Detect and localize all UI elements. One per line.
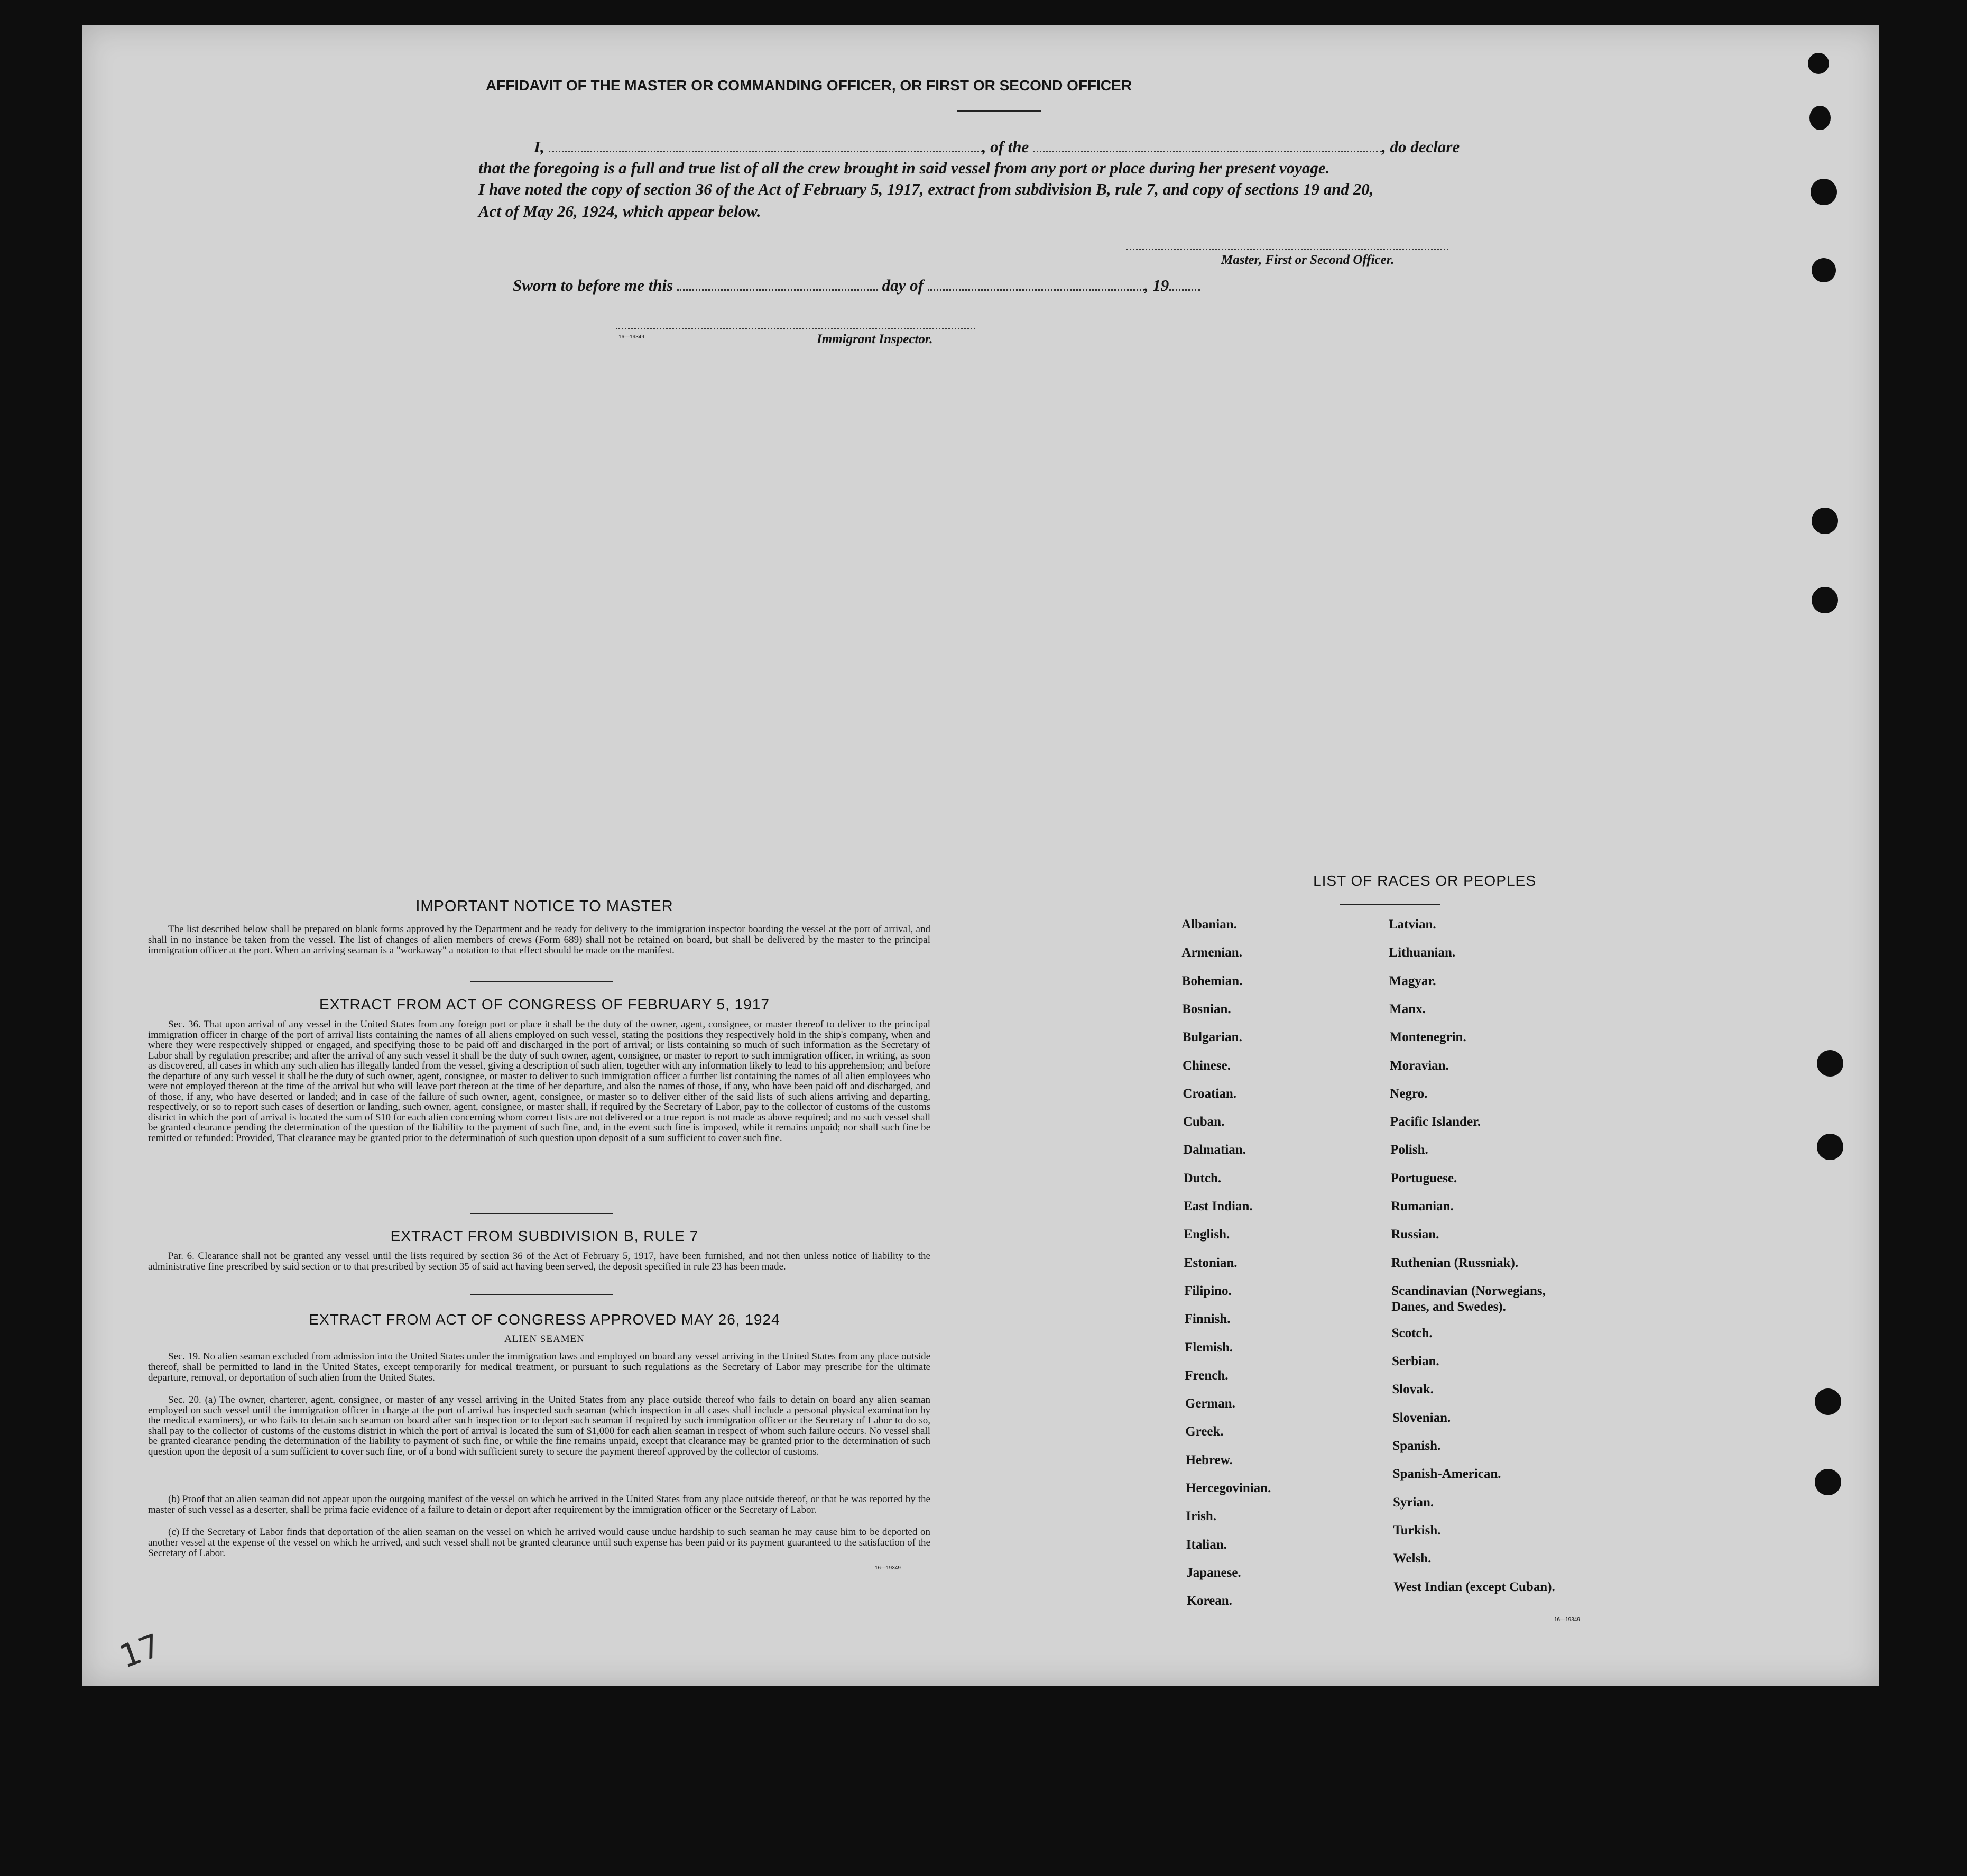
sworn-day-field[interactable] (677, 287, 878, 291)
section-19-text: Sec. 19. No alien seaman excluded from admission into the United States under the immigration laws and employed on board any vessel arriving in the United States from any place outside thereof, shall be permitted to land in the United States, except temporarily for medical treatment, or pursuant to such regulations as the Secretary of Labor may prescribe for the ultimate departure, removal, or deportation of such alien from the United States. (148, 1351, 930, 1383)
binder-hole (1817, 1050, 1843, 1077)
inspector-label: Immigrant Inspector. (817, 332, 933, 346)
section-20b-text: (b) Proof that an alien seaman did not appear upon the outgoing manifest of the vessel on which he arrived in the United States from any place outside thereof, or that he was reported by the master of such vessel as a deserter, shall be prima facie evidence of a failure to detain or deport after requirement by the immigration officer or the Secretary of Labor. (148, 1494, 930, 1515)
race-item: Scotch. (1391, 1326, 1433, 1340)
race-item: Latvian. (1389, 917, 1436, 932)
declarant-prefix: I, (534, 137, 544, 156)
race-item: Croatian. (1183, 1086, 1237, 1101)
master-signature-label: Master, First or Second Officer. (1221, 253, 1395, 267)
form-number-top: 16—19349 (618, 334, 644, 340)
race-item: Flemish. (1185, 1340, 1233, 1355)
binder-hole (1815, 1388, 1841, 1415)
binder-hole (1812, 587, 1838, 613)
divider (470, 1294, 613, 1295)
section-20c-text: (c) If the Secretary of Labor finds that deportation of the alien seaman on the vessel on which he arrived would cause undue hardship to such seaman he may cause him to be deported on another vessel at the expense of the vessel on which he arrived, and such vessel shall not be granted clearance until such expense has been paid or its payment guaranteed to the satisfaction of the Secretary of Labor. (148, 1526, 930, 1559)
race-item: Irish. (1186, 1509, 1217, 1524)
binder-hole (1817, 1134, 1843, 1160)
race-item: Magyar. (1389, 973, 1436, 988)
race-item: Rumanian. (1391, 1199, 1454, 1213)
extract-1917-text: Sec. 36. That upon arrival of any vessel in the United States from any foreign port or place it shall be the duty of the owner, agent, consignee, or master thereof to deliver to the principal immigration officer in charge of the port of arrival lists containing the names of all aliens employed on such vessel, stating the positions they respectively hold in the ship's company, when and where they were respectively shipped or engaged, and specifying those to be paid off and discharged in the port of arrival; or lists containing so much of such information as the Secretary of Labor shall by regulation prescribe; and after the arrival of any such vessel it shall be the duty of such owner, agent, consignee, or master to report to such immigration officer, in writing, as soon as discovered, all cases in which any such alien has illegally landed from the vessel, giving a description of such alien, together with any information likely to lead to his apprehension; and before the departure of any such vessel it shall be the duty of such owner, agent, consignee, or master to deliver to such immigration officer a further list containing the names of all alien employees who were not employed thereon at the time of the arrival but who will leave port thereon at the time of her departure, and also the names of those, if any, who have been paid off and discharged, and of those, if any, who have deserted or landed; and in case of the failure of such owner, agent, consignee, or master so to deliver either of the said lists of such aliens arriving and departing, respectively, or so to report such cases of desertion or landing, such owner, agent, consignee, or master shall, if required by the Secretary of Labor, pay to the collector of customs of the customs district in which the port of arrival is located the sum of $10 for each alien concerning whom correct lists are not delivered or a true report is not made as above required; and no such vessel shall be granted clearance pending the determination of the question of the liability to the payment of such fine, and, in the event such fine is imposed, while it remains unpaid; nor shall such fine be remitted or refunded: Provided, That clearance may be granted prior to the determination of such question upon deposit of a sum sufficient to cover such fine. (148, 1019, 930, 1144)
binder-hole (1809, 106, 1831, 130)
race-item: French. (1185, 1368, 1229, 1383)
declarant-name-field[interactable] (549, 149, 982, 152)
race-item: Estonian. (1184, 1255, 1238, 1270)
section-20a-text: Sec. 20. (a) The owner, charterer, agent, consignee, or master of any vessel arriving in the United States from any place outside thereof who fails to detain on board any alien seaman employed on such vessel until the immigration officer in charge at the port of arrival has inspected such seaman (which inspection in all cases shall include a personal physical examination by the medical examiners), or who fails to detain such seaman on board after such inspection or to deport such seaman if required by such immigration officer or the Secretary of Labor to do so, shall pay to the collector of customs of the customs district in which the port of arrival is located the sum of $1,000 for each alien seaman in respect of whom such failure occurs. No vessel shall be granted clearance pending the determination of the liability to payment of such fine, or while the fine remains unpaid, except that clearance may be granted prior to the determination of such question upon the deposit of a sum sufficient to cover such fine, or of a bond with sufficient surety to secure the payment thereof approved by the collector of customs. (148, 1394, 930, 1457)
race-item: Russian. (1391, 1227, 1439, 1242)
race-item: Dutch. (1183, 1171, 1222, 1185)
binder-hole (1812, 508, 1838, 534)
race-item: Pacific Islander. (1390, 1115, 1481, 1129)
sworn-year-field[interactable] (1169, 287, 1200, 291)
master-signature-line[interactable] (1126, 249, 1448, 250)
race-item: Scandinavian (Norwegians, Danes, and Swedes). (1391, 1283, 1546, 1314)
race-item: Albanian. (1181, 917, 1237, 932)
race-item: Hercegovinian. (1186, 1481, 1271, 1495)
race-item: Lithuanian. (1389, 945, 1456, 960)
race-item: Montenegrin. (1389, 1030, 1466, 1045)
race-item: Greek. (1185, 1424, 1224, 1439)
day-of-label: day of (882, 276, 924, 295)
race-item: Welsh. (1393, 1551, 1432, 1566)
race-item: Slovenian. (1392, 1410, 1451, 1425)
extract-rule7-text: Par. 6. Clearance shall not be granted any vessel until the lists required by section 36 of the Act of February 5, 1917, have been furnished, and not then unless notice of liability to the administrative fine prescribed by said section or to that prescribed by section 35 of said act having been served, the deposit specified in rule 23 has been made. (148, 1250, 930, 1272)
race-item: Filipino. (1184, 1283, 1232, 1298)
declaration-line-3: I have noted the copy of section 36 of the Act of February 5, 1917, extract from subdivision B, rule 7, and copy of sections 19 and 20, (478, 180, 1374, 198)
notice-title: IMPORTANT NOTICE TO MASTER (415, 898, 673, 915)
form-number-races: 16—19349 (1554, 1617, 1580, 1623)
binder-hole (1812, 258, 1836, 282)
sworn-label: Sworn to before me this (513, 276, 673, 295)
race-item: Spanish-American. (1392, 1467, 1501, 1482)
race-item: Hebrew. (1185, 1452, 1233, 1467)
race-item: Spanish. (1392, 1439, 1441, 1454)
declaration-line-4: Act of May 26, 1924, which appear below. (478, 202, 761, 220)
sworn-month-field[interactable] (928, 287, 1144, 291)
vessel-name-field[interactable] (1033, 149, 1382, 152)
race-item: Ruthenian (Russniak). (1391, 1255, 1519, 1270)
race-item: Cuban. (1183, 1115, 1225, 1129)
race-item: Korean. (1186, 1594, 1232, 1608)
race-item: Polish. (1390, 1143, 1428, 1157)
race-item: Syrian. (1393, 1495, 1434, 1510)
race-item: Turkish. (1393, 1523, 1441, 1538)
year-label: , 19 (1144, 276, 1169, 295)
race-item: Japanese. (1186, 1565, 1241, 1580)
races-underline (1340, 904, 1440, 905)
binder-hole (1815, 1469, 1841, 1495)
declaration-line-1 (478, 137, 1512, 157)
race-item: Portuguese. (1390, 1171, 1457, 1185)
extract-1917-title: EXTRACT FROM ACT OF CONGRESS OF FEBRUARY 5, 1917 (319, 996, 770, 1013)
binder-hole (1811, 179, 1837, 205)
race-item: German. (1185, 1396, 1235, 1411)
extract-1924-title: EXTRACT FROM ACT OF CONGRESS APPROVED MAY 26, 1924 (309, 1311, 780, 1328)
inspector-signature-line[interactable] (616, 328, 975, 329)
race-item: Slovak. (1392, 1382, 1434, 1397)
title-underline (957, 110, 1041, 112)
handwritten-page-number: 17 (115, 1627, 166, 1676)
race-item: Negro. (1390, 1086, 1428, 1101)
race-item: English. (1184, 1227, 1230, 1242)
declaration-line-2: that the foregoing is a full and true list of all the crew brought in said vessel from any port or place during her present voyage. (478, 159, 1330, 177)
race-item: Dalmatian. (1183, 1143, 1246, 1157)
extract-rule7-title: EXTRACT FROM SUBDIVISION B, RULE 7 (390, 1228, 699, 1244)
affidavit-title: AFFIDAVIT OF THE MASTER OR COMMANDING OFFICER, OR FIRST OR SECOND OFFICER (485, 77, 1132, 94)
do-declare-label: , do declare (1382, 137, 1460, 156)
divider (470, 981, 613, 982)
divider (470, 1213, 613, 1214)
race-item: Armenian. (1181, 945, 1242, 960)
race-item: Manx. (1389, 1001, 1426, 1016)
race-item: Italian. (1186, 1537, 1227, 1552)
races-title: LIST OF RACES OR PEOPLES (1313, 872, 1536, 889)
form-number-bottom: 16—19349 (875, 1565, 901, 1571)
race-item: East Indian. (1184, 1199, 1253, 1213)
race-item: Moravian. (1390, 1058, 1449, 1073)
race-item: Bosnian. (1182, 1001, 1231, 1016)
race-item: West Indian (except Cuban). (1393, 1579, 1555, 1594)
notice-text: The list described below shall be prepared on blank forms approved by the Department and be ready for delivery to the immigration inspector boarding the vessel at the port of arrival, and shall in no instance be taken from the vessel. The list of changes of alien members of crews (Form 689) shall not be retained on board, but shall be delivered by the master to the principal immigration officer at the port. When an arriving seaman is a "workaway" a notation to that effect should be made on the manifest. (148, 924, 930, 956)
race-item: Finnish. (1184, 1312, 1231, 1327)
race-item: Chinese. (1183, 1058, 1231, 1073)
race-item: Bohemian. (1181, 973, 1243, 988)
race-item: Serbian. (1392, 1354, 1439, 1369)
binder-hole (1808, 53, 1829, 74)
race-item: Bulgarian. (1182, 1030, 1242, 1045)
sworn-line (513, 276, 1200, 295)
alien-seamen-subtitle: ALIEN SEAMEN (504, 1334, 585, 1345)
of-the-label: , of the (982, 137, 1029, 156)
document-page (82, 25, 1879, 1686)
